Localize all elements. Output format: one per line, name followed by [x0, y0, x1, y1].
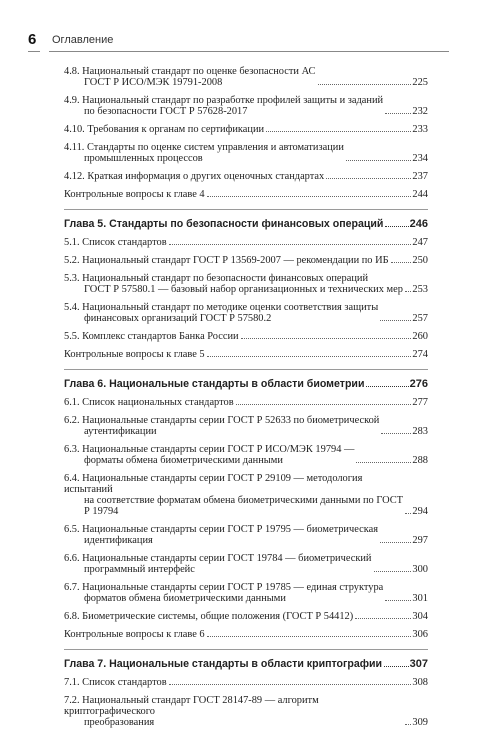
- toc-entry-page: 304: [412, 611, 428, 622]
- toc-entry-title: [64, 582, 383, 604]
- toc-entry[interactable]: [64, 524, 428, 547]
- dot-leader: [405, 291, 411, 292]
- toc-entry-line: Контрольные вопросы к главе 5: [64, 349, 205, 360]
- toc-entry[interactable]: [64, 66, 428, 89]
- toc-entry-line: по безопасности ГОСТ Р 57628-2017: [84, 106, 248, 117]
- section-divider: [64, 369, 428, 370]
- toc-entry-page: 283: [412, 426, 428, 437]
- toc-entry-page: 294: [412, 506, 428, 517]
- toc-entry-line: финансовых организаций ГОСТ Р 57580.2: [84, 313, 272, 324]
- toc-entry-title: [64, 677, 167, 688]
- dot-leader: [381, 433, 411, 434]
- dot-leader: [385, 226, 408, 227]
- toc-entry-title: [64, 611, 353, 622]
- toc-section-chapter5: [64, 237, 428, 361]
- toc-entry-page: 237: [412, 171, 428, 182]
- toc-entry-page: 260: [412, 331, 428, 342]
- toc-entry-title: [64, 124, 264, 135]
- toc-entry-line: 5.2. Национальный стандарт ГОСТ Р 13569-2007 — рекомендации по ИБ: [64, 255, 389, 266]
- toc-entry-line: 5.5. Комплекс стандартов Банка России: [64, 331, 239, 342]
- toc-entry-page: 277: [412, 397, 428, 408]
- toc-entry-line: 5.3. Национальный стандарт по безопасности финансовых операций: [64, 273, 369, 284]
- toc-entry-title: [64, 189, 205, 200]
- toc-entry[interactable]: [64, 473, 428, 518]
- toc-entry-title: [64, 255, 389, 266]
- toc-entry-line: 4.10. Требования к органам по сертификации: [64, 124, 265, 135]
- toc-entry-title: [64, 397, 234, 408]
- toc-entry-line: 6.4. Национальные стандарты серии ГОСТ Р 29109 — методология испытаний: [64, 473, 363, 495]
- toc-entry-line: аутентификации: [84, 426, 157, 437]
- toc-entry[interactable]: [64, 331, 428, 343]
- toc-entry[interactable]: [64, 349, 428, 361]
- toc-entry-title: [64, 331, 239, 342]
- dot-leader: [380, 320, 411, 321]
- toc-entry-title: [64, 66, 316, 88]
- toc-entry-line: 6.7. Национальные стандарты серии ГОСТ Р 19785 — единая структура: [64, 582, 384, 593]
- header-rule-left: [28, 51, 40, 52]
- toc-entry[interactable]: [64, 415, 428, 438]
- toc-entry-page: 301: [412, 593, 428, 604]
- toc-entry-line: 5.4. Национальный стандарт по методике оценки соответствия защиты: [64, 302, 379, 313]
- toc-entry-line: Контрольные вопросы к главе 4: [64, 189, 205, 200]
- toc-entry-page: 244: [412, 189, 428, 200]
- dot-leader: [380, 542, 411, 543]
- dot-leader: [326, 178, 411, 179]
- dot-leader: [405, 513, 411, 514]
- toc-entry-title: [64, 302, 378, 324]
- toc-entry[interactable]: [64, 677, 428, 689]
- toc-section-chapter4: [64, 66, 428, 201]
- toc-entry-page: 288: [412, 455, 428, 466]
- toc-entry-line: 6.6. Национальные стандарты серии ГОСТ 19784 — биометрический: [64, 553, 372, 564]
- toc-entry-page: 308: [412, 677, 428, 688]
- toc-section-chapter6: [64, 397, 428, 641]
- toc-entry[interactable]: [64, 629, 428, 641]
- toc-entry[interactable]: [64, 444, 428, 467]
- toc-entry-line: преобразования: [84, 717, 155, 728]
- running-title: Оглавление: [52, 34, 114, 46]
- section-divider: [64, 209, 428, 210]
- toc-entry-page: 309: [412, 717, 428, 728]
- toc-entry-title: [64, 142, 344, 164]
- toc-entry-line: на соответствие форматам обмена биометрическими данными по ГОСТ Р 19794: [84, 495, 403, 517]
- toc-entry-page: 306: [412, 629, 428, 640]
- toc-entry-line: 6.2. Национальные стандарты серии ГОСТ Р 52633 по биометрической: [64, 415, 380, 426]
- page-number: 6: [28, 31, 37, 48]
- toc-entry-title: [64, 349, 205, 360]
- dot-leader: [207, 356, 412, 357]
- toc-entry[interactable]: [64, 95, 428, 118]
- dot-leader: [385, 113, 411, 114]
- chapter-page-number: 276: [409, 378, 428, 390]
- toc-entry-line: 4.9. Национальный стандарт по разработке профилей защиты и заданий: [64, 95, 384, 106]
- dot-leader: [384, 666, 409, 667]
- toc-entry-line: идентификация: [84, 535, 153, 546]
- dot-leader: [391, 262, 412, 263]
- toc-entry-title: [64, 273, 403, 295]
- dot-leader: [356, 462, 411, 463]
- dot-leader: [169, 684, 412, 685]
- dot-leader: [405, 724, 411, 725]
- toc-entry[interactable]: [64, 171, 428, 183]
- toc-entry-page: 300: [412, 564, 428, 575]
- toc-entry-title: [64, 415, 379, 437]
- toc-entry-title: [64, 444, 354, 466]
- dot-leader: [266, 131, 411, 132]
- dot-leader: [385, 600, 411, 601]
- toc-entry-page: 233: [412, 124, 428, 135]
- toc-entry[interactable]: [64, 611, 428, 623]
- toc-entry-line: 4.12. Краткая информация о других оценочных стандартах: [64, 171, 325, 182]
- toc-entry-page: 225: [412, 77, 428, 88]
- toc-entry-page: 250: [412, 255, 428, 266]
- toc-entry-title: [64, 524, 378, 546]
- dot-leader: [318, 84, 412, 85]
- toc-entry-page: 274: [412, 349, 428, 360]
- dot-leader: [236, 404, 412, 405]
- dot-leader: [355, 618, 411, 619]
- toc-entry[interactable]: [64, 582, 428, 605]
- toc-entry-title: [64, 237, 167, 248]
- toc-entry-line: 4.11. Стандарты по оценке систем управления и автоматизации: [64, 142, 344, 153]
- page-header: [0, 0, 480, 54]
- dot-leader: [207, 196, 412, 197]
- chapter-heading-7[interactable]: [64, 658, 428, 671]
- toc-entry-page: 253: [412, 284, 428, 295]
- toc-entry[interactable]: [64, 273, 428, 296]
- toc-entry-title: [64, 553, 372, 575]
- dot-leader: [241, 338, 412, 339]
- chapter-title: Глава 6. Национальные стандарты в области биометрии: [64, 378, 365, 390]
- toc-entry-line: ГОСТ Р ИСО/МЭК 19791-2008: [84, 77, 223, 88]
- toc-entry-line: 4.8. Национальный стандарт по оценке безопасности АС: [64, 66, 316, 77]
- toc-section-chapter7: [64, 677, 428, 729]
- toc-entry[interactable]: [64, 124, 428, 136]
- header-rule: [49, 51, 449, 52]
- toc-entry-line: форматы обмена биометрическими данными: [84, 455, 283, 466]
- toc-entry-line: ГОСТ Р 57580.1 — базовый набор организационных и технических мер: [84, 284, 403, 295]
- toc-entry[interactable]: [64, 255, 428, 267]
- chapter-page-number: 307: [409, 658, 428, 670]
- dot-leader: [366, 386, 408, 387]
- chapter-heading-5[interactable]: [64, 218, 428, 231]
- toc-entry[interactable]: [64, 189, 428, 201]
- toc-entry-line: 7.2. Национальный стандарт ГОСТ 28147-89 — алгоритм криптографического: [64, 695, 319, 717]
- toc-entry-line: 6.3. Национальные стандарты серии ГОСТ Р ИСО/МЭК 19794 —: [64, 444, 355, 455]
- toc-entry-line: 5.1. Список стандартов: [64, 237, 167, 248]
- chapter-page-number: 246: [409, 218, 428, 230]
- toc-entry-line: программный интерфейс: [84, 564, 195, 575]
- toc-entry-line: 6.1. Список национальных стандартов: [64, 397, 234, 408]
- toc-entry[interactable]: [64, 695, 428, 729]
- toc-entry-page: 257: [412, 313, 428, 324]
- toc-entry-page: 232: [412, 106, 428, 117]
- toc-entry-title: [64, 171, 324, 182]
- toc-entry-page: 297: [412, 535, 428, 546]
- toc-entry-page: 247: [412, 237, 428, 248]
- toc-entry-line: 6.8. Биометрические системы, общие положения (ГОСТ Р 54412): [64, 611, 354, 622]
- toc-entry[interactable]: [64, 397, 428, 409]
- toc-entry-title: [64, 629, 205, 640]
- toc-entry-line: форматов обмена биометрическими данными: [84, 593, 286, 604]
- toc-entry-line: 6.5. Национальные стандарты серии ГОСТ Р 19795 — биометрическая: [64, 524, 378, 535]
- chapter-heading-6[interactable]: [64, 378, 428, 391]
- toc-entry-title: [64, 695, 403, 728]
- dot-leader: [374, 571, 412, 572]
- table-of-contents: [64, 66, 428, 737]
- toc-entry-line: промышленных процессов: [84, 153, 203, 164]
- toc-entry[interactable]: [64, 142, 428, 165]
- toc-entry-line: 7.1. Список стандартов: [64, 677, 167, 688]
- toc-entry-title: [64, 473, 403, 517]
- toc-entry-line: Контрольные вопросы к главе 6: [64, 629, 205, 640]
- dot-leader: [346, 160, 412, 161]
- chapter-title: Глава 7. Национальные стандарты в области криптографии: [64, 658, 383, 670]
- toc-entry-page: 234: [412, 153, 428, 164]
- dot-leader: [207, 636, 412, 637]
- toc-entry[interactable]: [64, 302, 428, 325]
- toc-entry[interactable]: [64, 553, 428, 576]
- toc-entry[interactable]: [64, 237, 428, 249]
- dot-leader: [169, 244, 412, 245]
- chapter-title: Глава 5. Стандарты по безопасности финансовых операций: [64, 218, 384, 230]
- toc-entry-title: [64, 95, 383, 117]
